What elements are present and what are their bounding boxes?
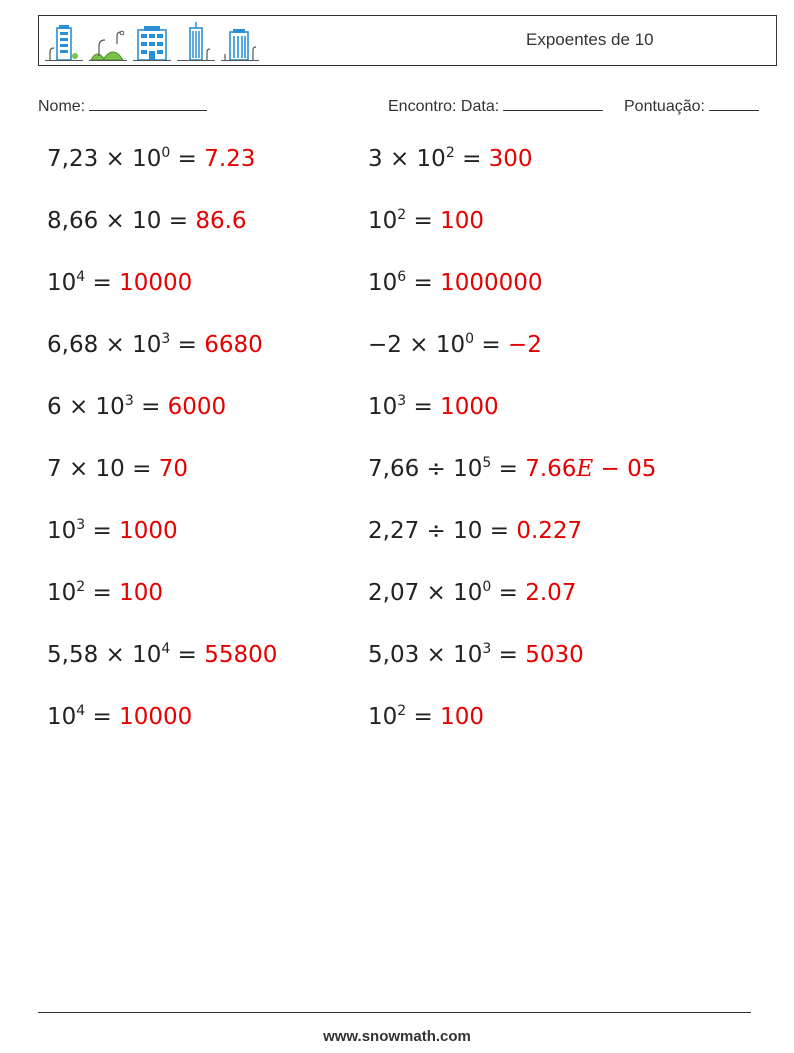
exponent: 4 — [76, 269, 86, 285]
exponent: 3 — [482, 641, 492, 657]
answer — [204, 332, 263, 358]
answer-value: 300 — [488, 146, 533, 172]
answer-value: 1000 — [440, 394, 499, 420]
answer — [168, 394, 227, 420]
equals-sign: = — [177, 146, 197, 172]
page-title: Expoentes de 10 — [526, 30, 654, 49]
problem-item — [47, 704, 192, 730]
base: 10 — [47, 580, 77, 606]
problem-item — [47, 518, 178, 544]
answer — [525, 580, 576, 606]
problem-item — [47, 270, 192, 296]
problem-item — [368, 146, 533, 172]
answer — [195, 208, 246, 234]
problem-item — [47, 456, 188, 482]
exponent: 2 — [76, 579, 86, 595]
equals-sign: = — [462, 146, 482, 172]
base: 10 — [368, 394, 398, 420]
operator: × — [409, 332, 429, 358]
mantissa: −2 — [368, 332, 402, 358]
date-blank[interactable] — [503, 94, 603, 111]
answer — [204, 642, 277, 668]
header-icons — [45, 22, 259, 62]
building-lamp-icon — [45, 22, 83, 62]
mantissa: 6,68 — [47, 332, 99, 358]
base: 10 — [368, 208, 398, 234]
equals-sign: = — [92, 704, 112, 730]
apartment-building-icon — [133, 22, 171, 62]
operator: × — [426, 642, 446, 668]
problem-item — [368, 394, 499, 420]
mantissa: 7,66 — [368, 456, 420, 482]
operator: × — [426, 580, 446, 606]
operator: × — [389, 146, 410, 172]
operator: ÷ — [426, 518, 446, 544]
answer — [508, 332, 542, 358]
equals-sign: = — [177, 642, 197, 668]
exponent: 0 — [482, 579, 492, 595]
answer-value: 10000 — [119, 704, 193, 730]
equals-sign: = — [413, 704, 433, 730]
problem-item — [368, 208, 484, 234]
answer-value: −2 — [507, 332, 542, 358]
answer-value: 86.6 — [195, 208, 247, 234]
problem-item — [368, 456, 656, 482]
exponent: 2 — [397, 207, 407, 223]
mantissa: 2,07 — [368, 580, 420, 606]
answer-value: 1000 — [119, 518, 178, 544]
equals-sign: = — [498, 642, 518, 668]
answer-value: 100 — [119, 580, 164, 606]
base: 10 — [132, 642, 162, 668]
answer-value: 2.07 — [525, 580, 577, 606]
answer — [440, 208, 484, 234]
base: 10 — [453, 642, 483, 668]
answer-value: 70 — [158, 456, 189, 482]
answer — [440, 394, 499, 420]
problem-item — [368, 580, 576, 606]
exponent: 0 — [161, 145, 171, 161]
problem-item — [47, 208, 247, 234]
equals-sign: = — [177, 332, 197, 358]
exponent: 5 — [482, 455, 492, 471]
base: 10 — [368, 704, 398, 730]
base: 10 — [95, 394, 125, 420]
worksheet-header — [38, 15, 777, 66]
operator: × — [68, 456, 89, 482]
base: 10 — [453, 518, 483, 544]
answer-value: 7.23 — [204, 146, 256, 172]
equals-sign: = — [92, 270, 112, 296]
answer — [516, 518, 582, 544]
exponent: 4 — [76, 703, 86, 719]
name-blank[interactable] — [89, 94, 207, 111]
equals-sign: = — [141, 394, 161, 420]
answer — [525, 642, 584, 668]
equals-sign: = — [498, 456, 518, 482]
encounter-date-field — [388, 94, 603, 116]
mantissa: 2,27 — [368, 518, 420, 544]
footer-divider — [38, 1012, 751, 1013]
answer-value: 7.66 — [525, 456, 577, 482]
base: 10 — [47, 270, 77, 296]
answer-exponent-tail: − 05 — [593, 456, 657, 482]
answer — [440, 270, 542, 296]
base: 10 — [453, 456, 483, 482]
score-blank[interactable] — [709, 94, 759, 111]
problem-item — [47, 642, 277, 668]
operator: × — [68, 394, 89, 420]
encounter-date-label: Encontro: Data: — [388, 98, 500, 115]
office-tower-icon — [221, 22, 259, 62]
problem-item — [47, 394, 226, 420]
equals-sign: = — [92, 518, 112, 544]
name-field — [38, 94, 207, 116]
answer-value: 6680 — [204, 332, 263, 358]
operator: × — [105, 208, 125, 234]
answer — [119, 270, 192, 296]
mantissa: 7,23 — [47, 146, 99, 172]
problem-item — [368, 642, 584, 668]
exponent: 3 — [76, 517, 86, 533]
problem-item — [368, 704, 484, 730]
exponent: 3 — [397, 393, 407, 409]
exponent: 2 — [445, 145, 455, 161]
base: 10 — [453, 580, 483, 606]
answer — [525, 456, 656, 482]
score-label: Pontuação: — [624, 98, 705, 115]
problem-item — [368, 332, 542, 358]
equals-sign: = — [168, 208, 188, 234]
answer-value: 6000 — [167, 394, 227, 420]
base: 10 — [132, 146, 162, 172]
mantissa: 5,58 — [47, 642, 99, 668]
answer-exponent-marker: E — [576, 456, 594, 482]
equals-sign: = — [413, 208, 433, 234]
exponent: 4 — [161, 641, 171, 657]
equals-sign: = — [132, 456, 152, 482]
answer-value: 10000 — [119, 270, 193, 296]
answer — [119, 704, 192, 730]
mantissa: 6 — [47, 394, 62, 420]
answer-value: 100 — [440, 208, 485, 234]
problem-item — [368, 518, 582, 544]
exponent: 3 — [161, 331, 171, 347]
base: 10 — [368, 270, 398, 296]
operator: × — [105, 146, 125, 172]
answer — [204, 146, 255, 172]
base: 10 — [435, 332, 466, 358]
mantissa: 3 — [368, 146, 383, 172]
skyscraper-icon — [177, 22, 215, 62]
base: 10 — [132, 208, 162, 234]
answer — [119, 580, 163, 606]
equals-sign: = — [92, 580, 112, 606]
operator: × — [105, 642, 125, 668]
equals-sign: = — [413, 270, 433, 296]
problem-item — [47, 146, 255, 172]
answer — [119, 518, 178, 544]
answer — [440, 704, 484, 730]
mantissa: 8,66 — [47, 208, 99, 234]
equals-sign: = — [481, 332, 501, 358]
mantissa: 5,03 — [368, 642, 420, 668]
exponent: 0 — [465, 331, 475, 347]
base: 10 — [47, 704, 77, 730]
equals-sign: = — [498, 580, 518, 606]
equals-sign: = — [489, 518, 509, 544]
problem-item — [368, 270, 543, 296]
operator: ÷ — [426, 456, 446, 482]
answer-value: 55800 — [204, 642, 278, 668]
answer-value: 5030 — [525, 642, 584, 668]
base: 10 — [47, 518, 77, 544]
exponent: 6 — [397, 269, 407, 285]
base: 10 — [132, 332, 162, 358]
name-label: Nome: — [38, 98, 86, 115]
answer-value: 1000000 — [440, 270, 543, 296]
base: 10 — [95, 456, 125, 482]
score-field — [624, 94, 759, 116]
problem-item — [47, 580, 163, 606]
equals-sign: = — [413, 394, 433, 420]
park-trees-icon — [89, 22, 127, 62]
exponent: 2 — [397, 703, 407, 719]
exponent: 3 — [124, 393, 134, 409]
problem-item — [47, 332, 263, 358]
answer-value: 0.227 — [516, 518, 583, 544]
footer-url: www.snowmath.com — [323, 1028, 471, 1045]
answer — [159, 456, 188, 482]
answer-value: 100 — [440, 704, 485, 730]
answer — [489, 146, 533, 172]
mantissa: 7 — [47, 456, 62, 482]
operator: × — [105, 332, 125, 358]
base: 10 — [416, 146, 446, 172]
